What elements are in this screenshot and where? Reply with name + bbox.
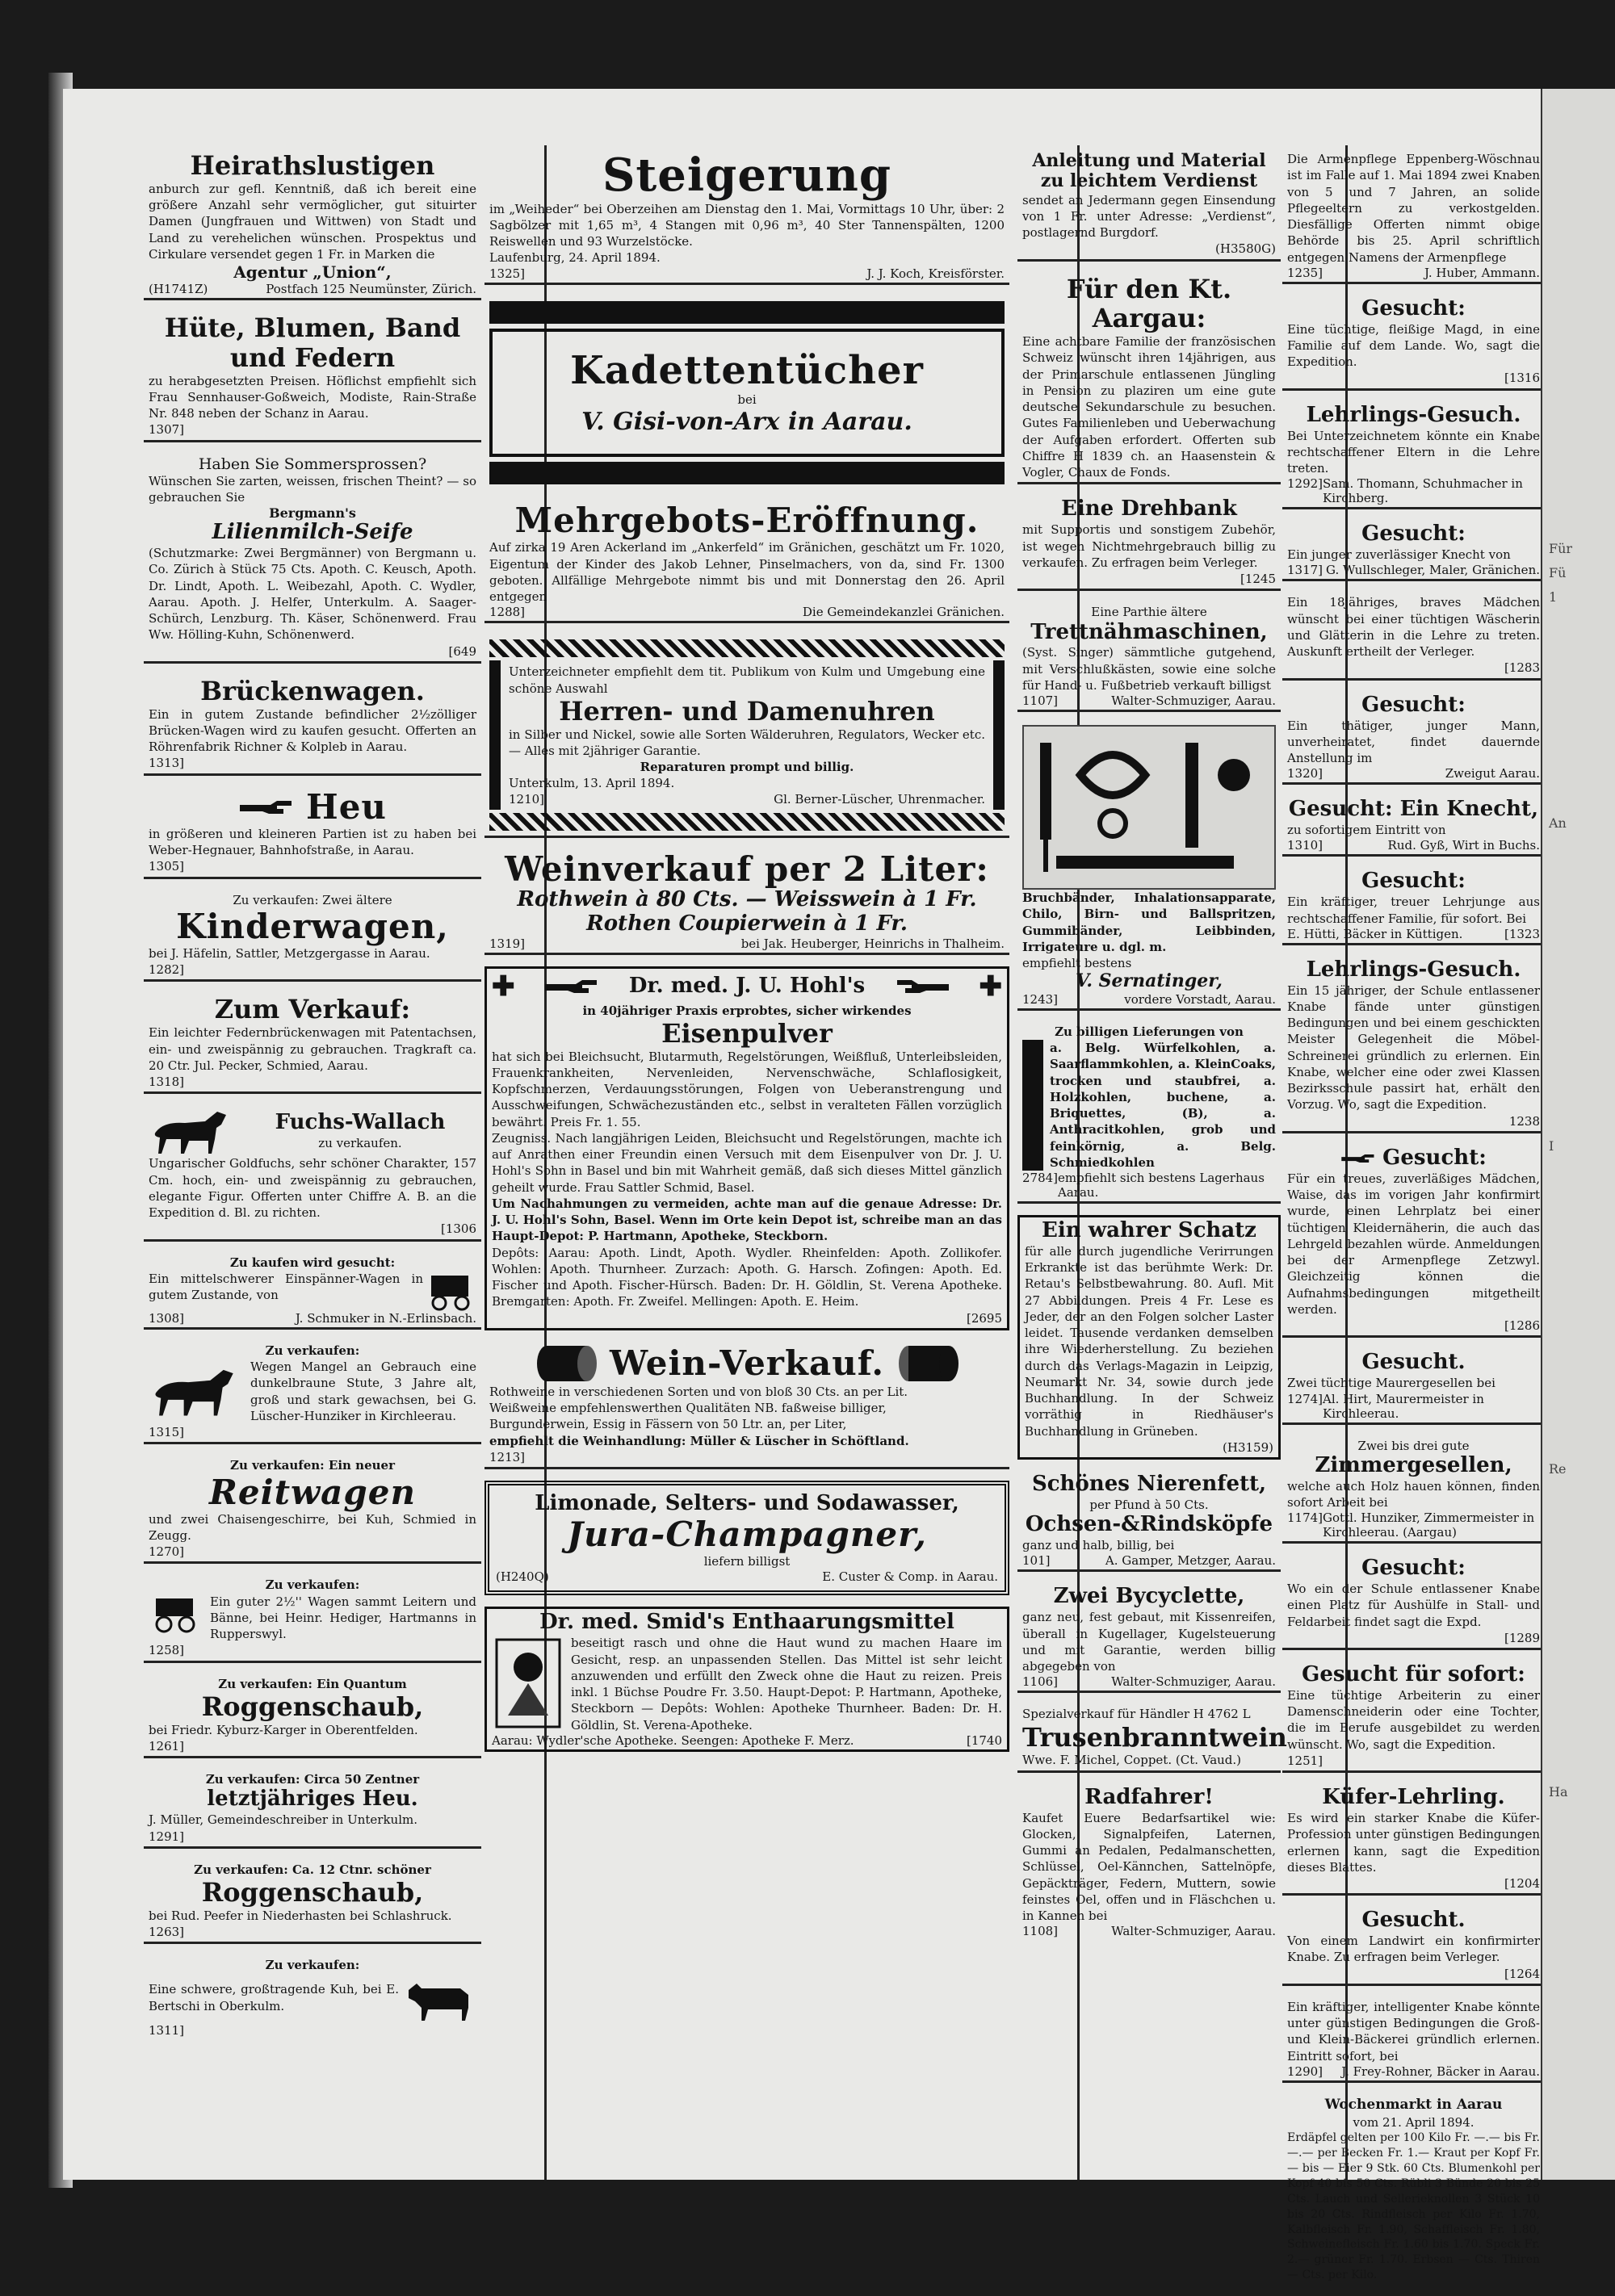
ad-title: Fuchs-Wallach	[275, 1110, 446, 1135]
ad-title: Ein wahrer Schatz	[1042, 1218, 1256, 1243]
ad-text: zu herabgesetzten Preisen. Höflichst empfiehlt sich Frau Sennhauser-Goßweich, Modiste, Rain-Straße Nr. 848 neben der Schanz in Aarau.	[149, 373, 476, 421]
ad-mehrgebot	[484, 501, 1009, 623]
ad-title: Zum Verkauf:	[214, 994, 411, 1025]
ad-ref: 1258]	[149, 1643, 185, 1658]
ad-sub: liefern billigst	[703, 1554, 791, 1569]
ad-ref: 1238	[1508, 1113, 1540, 1129]
ad-ref: 1213]	[489, 1449, 526, 1464]
ad-title: Trusenbranntwein	[1022, 1721, 1287, 1753]
decorative-border	[489, 813, 1005, 831]
ad-text: Ein leichter Federnbrückenwagen mit Patentachsen, ein- und zweispännig zu gebrauchen. Tragkraft ca. 20 Ctr. Jul. Pecker, Schmied, Aarau.	[149, 1025, 476, 1073]
emblem-icon	[492, 1635, 564, 1732]
ad-wahrer-schatz	[1017, 1215, 1281, 1460]
ad-text: Ein thätiger, junger Mann, unverheiratet, findet dauernde Anstellung im	[1287, 718, 1540, 766]
ad-ref: [649	[448, 643, 476, 659]
ad-knecht-2	[1282, 796, 1545, 857]
ad-ref: 101]	[1022, 1553, 1051, 1569]
ad-head: Zwei bis drei gute	[1357, 1438, 1470, 1453]
ad-title: Gesucht:	[1361, 295, 1466, 321]
medical-instruments-illustration	[1022, 725, 1276, 890]
ad-text: Es wird ein starker Knabe die Küfer-Profession unter günstigen Bedingungen erlernen kann, sagt die Expedition dieses Blattes.	[1287, 1811, 1540, 1875]
ad-text: Ein mittelschwerer Einspänner-Wagen in gutem Zustande, von	[149, 1271, 423, 1302]
column-4	[1282, 149, 1545, 2296]
ad-title: Limonade, Selters- und Sodawasser,	[535, 1491, 959, 1516]
ad-sign: J. Huber, Ammann.	[1424, 265, 1540, 280]
adjacent-page-text: Fü	[1549, 565, 1567, 580]
decorative-border	[489, 639, 1005, 657]
ad-ref: [2695	[966, 1310, 1002, 1326]
ad-zum-verkauf	[144, 993, 481, 1094]
ad-line-2: Rothen Coupierwein à 1 Fr.	[586, 911, 908, 936]
ad-sign: Gottl. Hunziker, Zimmermeister in Kirchleerau. (Aargau)	[1323, 1510, 1535, 1540]
ad-head: Zu verkaufen:	[265, 1343, 360, 1358]
ad-text: im „Weiheder“ bei Oberzeihen am Dienstag den 1. Mai, Vormittags 10 Uhr, über: 2 Sagbölzer mit 1,65 m³, 4 Stangen mit 0,96 m³, 40 Ster Tannenspälten, 1200 Reiswellen und 93 Wurzelstöcke.	[489, 201, 1005, 249]
ad-head: Zu verkaufen: Circa 50 Zentner	[205, 1772, 420, 1787]
adjacent-page-edge	[1541, 89, 1615, 2180]
ad-text: Eine schwere, großtragende Kuh, bei E. Bertschi in Oberkulm.	[149, 1982, 399, 2013]
decorative-border	[489, 301, 1005, 324]
ad-uhren	[484, 635, 1009, 837]
market-prices: Erdäpfel gelten per 100 Kilo Fr. —.— bis Fr. —.— per Becken Fr. 1.— Kraut per Kopf Fr. — bis — Eier 9 Stk. 60 Cts. Blumenkohl per Kopf 40 bis 50 Cts. Rübli 3 Bünde 20 bis 25 Cts. Lauch und Sellerieknollen 3 Stück 10 bis 20 Cts. Rindfleisch per Kilo Fr. 1.70, Kalbfleisch Fr. 1.90, Schaffleisch Fr. 1.80, Schweinefleisch Fr. 1.60 bis 1.70. Speck Fr. 2.— grüner Fr. 1.70. Erbsen — Cts. Thiren — Cts. per Kilo.	[1287, 2131, 1540, 2282]
ad-bei: bei	[737, 392, 757, 408]
ad-ref: (H1741Z)	[149, 282, 208, 297]
ad-ref: 2784]	[1022, 1171, 1059, 1186]
ad-title: Roggenschaub,	[201, 1691, 424, 1722]
ad-ref: [1740	[966, 1732, 1002, 1748]
ad-intro: Unterzeichneter empfiehlt dem tit. Publikum von Kulm und Umgebung eine schöne Auswahl	[509, 664, 985, 696]
ad-text: empfiehlt bestens	[1022, 956, 1132, 971]
ad-text: Für ein treues, zuverläßiges Mädchen, Waise, das im vorigen Jahr konfirmirt wurde, einen Lehrplatz bei einer tüchtigen Kleidernäherin, die auch das Lehrgeld bezahlen würde. Anmeldungen bei der Armenpflege Zetzwyl. Gleichzeitig können die Aufnahmsbedingungen mitgetheilt werden.	[1287, 1171, 1540, 1317]
ad-kleidernaeherin	[1282, 1145, 1545, 1338]
cow-icon	[404, 1974, 476, 2022]
ad-title: Wein-Verkauf.	[610, 1343, 884, 1383]
ad-bycyclette	[1017, 1583, 1281, 1693]
ad-text: J. Müller, Gemeindeschreiber in Unterkulm.	[149, 1812, 417, 1828]
ad-head: Eine Parthie ältere	[1091, 605, 1207, 620]
ad-sign: V. Sernatinger,	[1076, 970, 1223, 992]
ad-text: Ein guter 2½'' Wagen sammt Leitern und Bänne, bei Heinr. Hediger, Hartmanns in Rupperswyl.	[210, 1594, 476, 1642]
ad-ref: [1316	[1504, 371, 1540, 386]
ad-text: Wegen Mangel an Gebrauch eine dunkelbraune Stute, 3 Jahre alt, groß und stark gewachsen, bei G. Lüscher-Hunziker in Kirchleerau.	[250, 1360, 476, 1423]
ad-stallarbeit	[1282, 1555, 1545, 1650]
ad-title: Zwei Bycyclette,	[1053, 1584, 1245, 1609]
ad-title: Gesucht.	[1361, 1350, 1466, 1375]
ad-text: (Syst. Singer) sämmtliche gutgehend, mit Verschlußkästen, sowie eine solche für Hand- u. Fußbetrieb verkauft billigst	[1022, 645, 1276, 693]
ad-ref: (H240Q)	[496, 1569, 549, 1585]
ad-sign: Wwe. F. Michel, Coppet. (Ct. Vaud.)	[1022, 1753, 1242, 1768]
ad-radfahrer	[1017, 1784, 1281, 1941]
ad-baecker	[1282, 1997, 1545, 2083]
ad-text: Kaufet Euere Bedarfsartikel wie: Glocken, Signalpfeifen, Laternen, Gummi an Pedalen, Pedalmanschetten, Schlüssel, Oel-Kännchen, Sattelnöpfe, Gepäckträger, Federn, Muttern, sowie feinstes Oel, offen und in Fläschchen u. in Kannen bei	[1022, 1810, 1276, 1924]
ad-title: Anleitung und Material zu leichtem Verdienst	[1032, 150, 1266, 192]
ad-hohl-eisenpulver	[484, 966, 1009, 1330]
ad-sign: Walter-Schmuziger, Aarau.	[1111, 693, 1276, 709]
ad-kt-aargau	[1017, 273, 1281, 485]
ad-head: Zu billigen Lieferungen von	[1055, 1024, 1244, 1039]
ad-text: in Silber und Nickel, sowie alle Sorten Wälderuhren, Regulators, Wecker etc. — Alles mit 2jähriger Garantie.	[509, 727, 985, 758]
ad-text: zu sofortigem Eintritt von	[1287, 823, 1446, 838]
ad-wagen	[144, 1575, 481, 1662]
pointing-hand-icon	[894, 978, 950, 995]
ad-sign: Rud. Gyß, Wirt in Buchs.	[1387, 838, 1540, 853]
ad-roggenschaub-2	[144, 1860, 481, 1945]
ad-text: und zwei Chaisengeschirre, bei Kuh, Schmied in Zeugg.	[149, 1511, 476, 1543]
ad-sign: Die Gemeindekanzlei Gränichen.	[802, 605, 1005, 620]
ad-title-2: Eisenpulver	[661, 1017, 833, 1049]
ad-text: für alle durch jugendliche Verirrungen Erkrankte ist das berühmte Werk: Dr. Retau's Selbstbewahrung. 80. Aufl. Mit 27 Abbildungen. Preis 4 Fr. Lese es Jeder, der an den Folgen solcher Laster leidet. Tausende verdanken demselben ihre Wiederherstellung. Zu beziehen durch das Verlags-Magazin in Leipzig, Neumarkt Nr. 34, sowie durch jede Buchhandlung. In der Schweiz vorräthig in Riedhäuser's Buchhandlung in Grüneben.	[1025, 1243, 1273, 1439]
barrel-icon	[534, 1343, 598, 1384]
ad-ref: [1323	[1504, 926, 1540, 941]
ad-knecht-1	[1282, 521, 1545, 581]
ad-text-2: Weißweine empfehlenswerthen Qualitäten NB. faßweise billiger,	[489, 1401, 887, 1416]
ad-address: Postfach 125 Neumünster, Zürich.	[266, 282, 476, 297]
cross-icon: ✚	[979, 970, 1002, 1003]
ad-text: Ein kräftiger, intelligenter Knabe könnte unter günstigen Bedingungen die Groß- und Klein-Bäckerei gründlich erlernen. Eintritt sofort, bei	[1287, 1999, 1540, 2063]
market-date: vom 21. April 1894.	[1353, 2114, 1474, 2130]
ad-title: Eine Drehbank	[1061, 496, 1237, 522]
pointing-hand-icon	[543, 978, 600, 995]
ad-sign: Walter-Schmuziger, Aarau.	[1111, 1674, 1276, 1690]
ad-title: Heu	[306, 786, 387, 827]
ad-heu	[144, 787, 481, 879]
ad-warning: Um Nachahmungen zu vermeiden, achte man auf die genaue Adresse: Dr. J. U. Hohl's Sohn, Basel. Wenn im Orte kein Depot ist, schreibe man an das Haupt-Depot: P. Hartmann, Apotheke, Steckborn.	[492, 1196, 1002, 1244]
ad-title: Herren- und Damenuhren	[559, 695, 935, 727]
ad-ref: 1243]	[1022, 991, 1059, 1007]
adjacent-page-text: 1	[1549, 589, 1558, 605]
ad-text: Zwei tüchtige Maurergesellen bei	[1287, 1376, 1495, 1391]
ad-mann	[1282, 692, 1545, 786]
ad-title: Trettnähmaschinen,	[1030, 619, 1268, 644]
ad-ref: [1264	[1504, 1966, 1540, 1981]
ad-title: Weinverkauf per 2 Liter:	[505, 848, 989, 889]
ad-title: Gesucht:	[1361, 869, 1466, 894]
ad-title: Gesucht:	[1361, 692, 1466, 717]
ad-text: Ein junger zuverlässiger Knecht von	[1287, 547, 1511, 563]
ad-ref: (H3159)	[1223, 1439, 1273, 1455]
ad-ref: 1318]	[149, 1075, 185, 1089]
ad-roggenschaub-1	[144, 1674, 481, 1759]
syringe-icon	[1024, 727, 1274, 888]
ad-text: Von einem Landwirt ein konfirmirter Knabe. Zu erfragen beim Verleger.	[1287, 1934, 1540, 1965]
ad-ref: 1315]	[149, 1425, 185, 1439]
ad-text-1: Rothweine in verschiedenen Sorten und von bloß 30 Cts. an per Lit.	[489, 1384, 908, 1399]
ad-title: Dr. med. J. U. Hohl's	[628, 973, 866, 998]
ad-drehbank	[1017, 496, 1281, 591]
ad-ref: [1289	[1504, 1630, 1540, 1645]
ad-text-4: empfiehlt die Weinhandlung: Müller & Lüscher in Schöftland.	[489, 1433, 909, 1448]
ad-text: bei J. Häfelin, Sattler, Metzgergasse in Aarau.	[149, 945, 430, 961]
market-report	[1282, 2094, 1545, 2285]
ad-title-2: Ochsen-&Rindsköpfe	[1025, 1512, 1273, 1537]
adjacent-page-text: Re	[1549, 1461, 1567, 1477]
ad-text: ganz neu, fest gebaut, mit Kissenreifen, überall in Kugellager, Kugelsteuerung und mit Garantie, werden billig abgegeben von	[1022, 1610, 1276, 1674]
ad-sub: in 40jähriger Praxis erprobtes, sicher wirkendes	[582, 1003, 912, 1018]
ad-sign: Sam. Thomann, Schuhmacher in Kirchberg.	[1323, 476, 1523, 506]
ad-ref: 1317]	[1287, 563, 1323, 578]
ad-text: Eine tüchtige Arbeiterin zu einer Damenschneiderin oder eine Tochter, die im Berufe ausgebildet zu werden wünscht. Wo, sagt die Expedition.	[1287, 1687, 1540, 1752]
ad-sign: G. Wullschleger, Maler, Gränichen.	[1326, 563, 1540, 578]
ad-ref: (H3580G)	[1215, 241, 1276, 257]
ad-title: Dr. med. Smid's Enthaarungsmittel	[539, 1610, 954, 1635]
ad-maedchen-lehre	[1282, 593, 1545, 680]
ad-text: Die Armenpflege Eppenberg-Wöschnau ist im Falle auf 1. Mai 1894 zwei Knaben von 5 und 7 Jahren, an solide Pflegeeltern zu verkostgelden. Diesfällige Offerten nimmt obige Behörde bis 25. April schriftlich entgegen Namens der Armenpflege	[1287, 152, 1540, 265]
ad-ref: 1107]	[1022, 693, 1059, 709]
ad-kuefer-lehrling	[1282, 1784, 1545, 1896]
ad-sign: Zweigut Aarau.	[1445, 766, 1540, 781]
ad-title: Steigerung	[602, 149, 892, 202]
ad-title-2: Jura-Champagner,	[567, 1515, 927, 1555]
ad-weinverkauf-2-liter	[484, 849, 1009, 955]
ad-text: Ungarischer Goldfuchs, sehr schöner Charakter, 157 Cm. hoch, ein- und zweispännig zu gebrauchen, elegante Figur. Offerten unter Chiffre A. B. an die Expedition d. Bl. zu richten.	[149, 1156, 476, 1220]
ad-head: Zu verkaufen: Ein Quantum	[218, 1676, 407, 1691]
ad-head: Zu kaufen wird gesucht:	[229, 1255, 396, 1270]
decorative-border	[489, 462, 1005, 484]
ad-landwirt	[1282, 1907, 1545, 1986]
ad-title: Heirathslustigen	[190, 150, 435, 181]
ad-brueckenwagen	[144, 675, 481, 776]
ad-head: Zu verkaufen: Zwei ältere	[233, 892, 392, 907]
ad-steigerung	[484, 149, 1009, 285]
ad-question-2: Wünschen Sie zarten, weissen, frischen Theint? — so gebrauchen Sie	[149, 473, 476, 505]
ad-ref: [1286	[1504, 1318, 1540, 1334]
ad-ref: 1308]	[149, 1310, 185, 1326]
ad-ref: 1310]	[1287, 838, 1323, 853]
ad-text: Bei Unterzeichnetem könnte ein Knabe rechtschaffener Eltern in die Lehre treten.	[1287, 428, 1540, 476]
ad-sign: Walter-Schmuziger, Aarau.	[1111, 1924, 1276, 1939]
ad-text: in größeren und kleineren Partien ist zu haben bei Weber-Hegnauer, Bahnhofstraße, in Aarau.	[149, 826, 476, 858]
horse-icon	[149, 1359, 245, 1423]
ad-title: Lilienmilch-Seife	[212, 520, 413, 545]
ad-ref: [1306	[440, 1221, 476, 1237]
ad-ref: 1106]	[1022, 1674, 1059, 1690]
large-letter-bar	[1022, 1040, 1043, 1171]
ad-head: Spezialverkauf für Händler H 4762 L	[1022, 1707, 1251, 1722]
ad-ref: 1311]	[149, 2022, 185, 2038]
ad-title: Radfahrer!	[1084, 1784, 1214, 1809]
ad-gesucht-sofort	[1282, 1661, 1545, 1773]
ad-place: Laufenburg, 24. April 1894.	[489, 250, 661, 266]
ad-ref: 1319]	[489, 936, 526, 951]
ad-ref: [1283	[1504, 660, 1540, 676]
ad-text: anburch zur gefl. Kenntniß, daß ich bereit eine größere Anzahl sehr vermöglicher, gut situirter Damen (Jungfrauen und Wittwen) von Stadt und Land zu verehelichen wünschen. Prospektus und Cirkulare versendet gegen 1 Fr. in Marken die	[149, 181, 476, 262]
ad-kadettentuecher	[484, 296, 1009, 490]
ad-brand: Bergmann's	[269, 505, 356, 522]
ad-maurergesellen	[1282, 1349, 1545, 1424]
ad-title: Für den Kt. Aargau:	[1066, 273, 1232, 334]
ad-ref: 1251]	[1287, 1753, 1323, 1768]
adjacent-page-text: Für	[1549, 541, 1573, 556]
ad-title: Brückenwagen.	[200, 675, 425, 706]
ad-text-3: Burgunderwein, Essig in Fässern von 50 Ltr. an, per Liter,	[489, 1417, 847, 1432]
ad-trettnaehmaschinen	[1017, 602, 1281, 712]
ad-sub: zu verkaufen.	[318, 1136, 402, 1151]
ad-repair: Reparaturen prompt und billig.	[640, 760, 854, 775]
ad-sign: Al. Hirt, Maurermeister in Kirchleerau.	[1323, 1391, 1484, 1421]
ad-einspaenner	[144, 1253, 481, 1330]
ad-text: Ein kräftiger, treuer Lehrjunge aus rechtschaffener Familie, für sofort. Bei	[1287, 895, 1540, 926]
ad-title: Roggenschaub,	[201, 1877, 424, 1908]
ad-ref: 1288]	[489, 605, 526, 620]
ad-text: hat sich bei Bleichsucht, Blutarmuth, Regelstörungen, Weißfluß, Unterleibsleiden, Frauenkrankheiten, Nervenleiden, Nervenschwäche, Schlaflosigkeit, Kopfschmerzen, Verdauungsstörungen, Folgen von Ueberanstrengung und Ausschweifungen, Schwächezuständen etc., selbst in veralteten Fällen vorzüglich bewährt. Preis Fr. 1. 55.	[492, 1049, 1002, 1129]
ad-name: J. Schmuker in N.-Erlinsbach.	[295, 1310, 476, 1326]
ad-zimmergesellen	[1282, 1436, 1545, 1544]
ad-ref: [1204	[1504, 1876, 1540, 1892]
ad-stute	[144, 1341, 481, 1445]
ad-ref: 1270]	[149, 1544, 185, 1560]
ad-trusenbranntwein	[1017, 1704, 1287, 1772]
ad-text: ganz und halb, billig, bei	[1022, 1538, 1175, 1553]
ad-title: letztjähriges Heu.	[207, 1787, 418, 1812]
ad-bruchbaender	[1017, 723, 1281, 1011]
ad-text: welche auch Holz hauen können, finden sofort Arbeit bei	[1287, 1478, 1540, 1510]
ad-ref: 1282]	[149, 962, 185, 978]
ad-huete	[144, 312, 481, 442]
ad-reitwagen	[144, 1456, 481, 1564]
ad-title: Reitwagen	[209, 1472, 416, 1512]
ad-kohlen	[1017, 1022, 1281, 1204]
barrel-icon	[896, 1343, 960, 1384]
ad-armenpflege	[1282, 149, 1545, 284]
ad-text: bei Rud. Peefer in Niederhasten bei Schlashruck.	[149, 1908, 452, 1923]
ad-depots: Depôts: Aarau: Apoth. Lindt, Apoth. Wydler. Rheinfelden: Apoth. Zollikofer. Wohlen: Apoth. Thurnheer. Zurzach: Apoth. G. Harsch. Zofingen: Apoth. Ed. Fischer und Apoth. Fischer-Hürsch. Baden: Dr. H. Göldlin, St. Verena Apotheke. Bremgarten: Apoth. Fr. Zweifel. Mellingen: Apoth. E. Heim.	[492, 1245, 1002, 1309]
ad-text: Ein 18jähriges, braves Mädchen wünscht bei einer tüchtigen Wäscherin und Glätterin in die Lehre zu treten. Auskunft ertheilt der Verleger.	[1287, 595, 1540, 660]
ad-title: Gesucht:	[1361, 522, 1466, 547]
ad-sign: bei Jak. Heuberger, Heinrichs in Thalheim.	[740, 936, 1005, 951]
ad-head: Zu verkaufen:	[265, 1958, 360, 1973]
ad-agency: Agentur „Union“,	[233, 262, 392, 283]
pointing-hand-icon	[238, 798, 295, 816]
ad-text: mit Supportis und sonstigem Zubehör, ist wegen Nichtmehrgebrauch billig zu verkaufen. Zu erfragen beim Verleger.	[1022, 522, 1276, 570]
ad-lehrlings-gesuch-1	[1282, 402, 1545, 510]
ad-place: Unterkulm, 13. April 1894.	[509, 776, 675, 791]
ad-lilienmilch	[144, 454, 481, 664]
ad-head: Zu verkaufen: Ein neuer	[230, 1458, 395, 1473]
ad-ref: 1210]	[509, 791, 545, 807]
ad-zeugnis: Zeugniss. Nach langjährigen Leiden, Bleichsucht und Regelstörungen, machte ich auf Anrathen einer Freundin einen Versuch mit dem Eisenpulver von Dr. J. U. Hohl's Sohn in Basel und bin mit Wahrheit gemäß, daß sich dieses Mittel gänzlich geheilt wurde. Frau Sattler Schmid, Basel.	[492, 1130, 1002, 1195]
ad-heirathslustigen	[144, 149, 481, 300]
ad-text: Wo ein der Schule entlassener Knabe einen Platz für Aushülfe in Stall- und Feldarbeit findet sagt die Expd.	[1287, 1582, 1540, 1629]
adjacent-page-text: I	[1549, 1138, 1554, 1154]
ad-lehrlings-gesuch-2	[1282, 957, 1545, 1133]
ad-kuh	[144, 1955, 481, 2040]
ad-ref: 1305]	[149, 859, 185, 874]
ad-text: Auf zirka 19 Aren Ackerland im „Ankerfeld“ im Gränichen, geschätzt um Fr. 1020, Eigentum der Kinder des Jakob Lehner, Pinselmachers, von da, sind Fr. 1300 geboten. Allfällige Mehrgebote nimmt bis und mit Donnerstag den 26. April entgegen	[489, 540, 1005, 605]
ad-head: Zu verkaufen:	[265, 1577, 360, 1593]
ad-aarau: Aarau: Wydler'sche Apotheke. Seengen: Apotheke F. Merz.	[492, 1732, 854, 1748]
newspaper-page	[63, 89, 1565, 2282]
ad-sign: Gl. Berner-Lüscher, Uhrenmacher.	[774, 791, 985, 807]
ad-kinderwagen	[144, 890, 481, 983]
ad-ref: 1320]	[1287, 766, 1323, 781]
ad-title: Schönes Nierenfett,	[1031, 1472, 1267, 1497]
wagon-icon	[428, 1271, 476, 1311]
column-2	[484, 149, 1009, 1763]
ad-sign: A. Gamper, Metzger, Aarau.	[1105, 1553, 1276, 1569]
ad-text: (Schutzmarke: Zwei Bergmänner) von Bergmann u. Co. Zürich à Stück 75 Cts. Apoth. C. Keusch, Apoth. Dr. Lindt, Apoth. L. Weibezahl, Apoth. C. Wydler, Aarau. Apoth. J. Helfer, Unterkulm. A. Saager-Schürch, Lenzburg. Th. Käser, Schönenwerd. Frau Ww. Hölling-Kuhn, Schönenwerd.	[149, 546, 476, 643]
ad-sub: per Pfund à 50 Cts.	[1089, 1498, 1209, 1513]
ad-question: Haben Sie Sommersprossen?	[198, 455, 427, 473]
ad-title: Gesucht für sofort:	[1302, 1662, 1525, 1687]
ad-sign: E. Hütti, Bäcker in Küttigen.	[1287, 926, 1463, 941]
ad-ref: 1307]	[149, 422, 185, 438]
ad-firm: V. Gisi-von-Arx in Aarau.	[581, 407, 912, 436]
ad-ref: 1325]	[489, 266, 526, 281]
ad-ref: 1235]	[1287, 265, 1323, 280]
ad-title: Mehrgebots-Eröffnung.	[514, 501, 979, 541]
cross-icon: ✚	[492, 970, 515, 1003]
ad-sign: empfiehlt sich bestens Lagerhaus Aarau.	[1058, 1171, 1265, 1200]
ad-title: Gesucht:	[1361, 1556, 1466, 1581]
ad-wein-verkauf	[484, 1342, 1009, 1469]
ad-title: Gesucht:	[1382, 1145, 1487, 1170]
ad-sign: J. Frey-Rohner, Bäcker in Aarau.	[1341, 2063, 1540, 2079]
ad-title: Gesucht.	[1361, 1908, 1466, 1933]
ad-ref: 1290]	[1287, 2063, 1323, 2079]
ad-title: Kinderwagen,	[176, 906, 449, 946]
ad-line-1: Rothwein à 80 Cts. — Weisswein à 1 Fr.	[517, 886, 977, 911]
ad-text: bei Friedr. Kyburz-Karger in Oberentfelden.	[149, 1722, 418, 1737]
ad-title: Zimmergesellen,	[1315, 1452, 1512, 1477]
ad-ref: [1245	[1240, 572, 1276, 587]
ad-magd	[1282, 295, 1545, 391]
ad-text: Eine tüchtige, fleißige Magd, in eine Familie auf dem Lande. Wo, sagt die Expedition.	[1287, 321, 1540, 370]
ad-lehrjunge	[1282, 868, 1545, 945]
ad-ref: 1313]	[149, 756, 185, 771]
ad-text: beseitigt rasch und ohne die Haut wund zu machen Haare im Gesicht, resp. an unpassenden Stellen. Das Mittel ist sehr leicht anzuwenden und erfüllt den Zweck ohne die Haut zu reizen. Preis inkl. 1 Büchse Poudre Fr. 3.50. Haupt-Depot: P. Hartmann, Apotheke, Steckborn — Depôts: Wohlen: Apotheke Thurnheer. Baden: Dr. H. Göldlin, St. Verena-Apotheke.	[571, 1636, 1002, 1732]
ad-title: Kadettentücher	[570, 347, 924, 393]
ad-title: Lehrlings-Gesuch.	[1306, 402, 1521, 427]
ad-ref: 1263]	[149, 1925, 185, 1940]
adjacent-page-text: Ha	[1549, 1784, 1568, 1800]
ad-title: Lehrlings-Gesuch.	[1306, 957, 1521, 982]
market-title: Wochenmarkt in Aarau	[1324, 2096, 1503, 2113]
ad-text: Ein 15 jähriger, der Schule entlassener Knabe fände unter günstigen Bedingungen und bei einem geschickten Meister Gelegenheit die Möbel-Schreinerei gründlich zu erlernen. Ein Knabe, welcher eine oder zwei Klassen Bezirksschule passirt hat, erhält den Vorzug. Wo, sagt die Expedition.	[1287, 983, 1540, 1112]
ad-title: Hüte, Blumen, Band und Federn	[164, 312, 461, 373]
ad-sign: J. J. Koch, Kreisförster.	[866, 266, 1005, 281]
ad-title: Gesucht: Ein Knecht,	[1288, 797, 1539, 822]
ad-firm: E. Custer & Comp. in Aarau.	[822, 1569, 998, 1585]
ad-ref: 1274]	[1287, 1391, 1323, 1406]
ad-ref: 1108]	[1022, 1924, 1059, 1939]
ad-ref: 1174]	[1287, 1510, 1323, 1526]
ad-limonade	[484, 1481, 1009, 1595]
column-1	[144, 149, 481, 2051]
adjacent-page-text: An	[1549, 815, 1567, 831]
horse-icon	[149, 1107, 237, 1155]
ad-head: Zu verkaufen: Ca. 12 Ctnr. schöner	[194, 1862, 431, 1877]
ad-ref: 1291]	[149, 1829, 185, 1844]
ad-text: sendet an Jedermann gegen Einsendung von 1 Fr. unter Adresse: „Verdienst“, postlagernd Burgdorf.	[1022, 192, 1276, 241]
ad-ref: 1292]	[1287, 476, 1323, 492]
ad-ref: 1261]	[149, 1738, 185, 1753]
pointing-hand-icon	[1340, 1150, 1376, 1167]
ad-text: Eine achtbare Familie der französischen Schweiz wünscht ihren 14jährigen, aus der Primarschule entlassenen Jüngling in Pension zu plaziren um eine gute deutsche Sekundarschule zu besuchen. Gutes Familienleben und Ueberwachung der Aufgaben erfordert. Offerten sub Chiffre H 1839 ch. an Haasenstein & Vogler, Chaux de Fonds.	[1022, 334, 1276, 480]
ad-address: vordere Vorstadt, Aarau.	[1124, 991, 1276, 1007]
ad-heu-2	[144, 1770, 481, 1849]
ad-anleitung	[1017, 149, 1281, 262]
ad-nierenfett	[1017, 1471, 1281, 1572]
ad-items: Bruchbänder, Inhalationsapparate, Chilo, Birn- und Ballspritzen, Gummibänder, Leibbinden, Irrigateure u. dgl. m.	[1022, 890, 1276, 954]
ad-fuchs-wallach	[144, 1105, 481, 1241]
ad-items: a. Belg. Würfelkohlen, a. Saarflammkohlen, a. KleinCoaks, trocken und staubfrei, a. Holzkohlen, buchene, a. Briquettes, (B), a. Anthracitkohlen, grob und feinkörnig, a. Belg. Schmiedkohlen	[1050, 1041, 1276, 1170]
ad-smid-enthaarung	[484, 1607, 1009, 1751]
wagon-icon	[149, 1594, 205, 1634]
ad-title: Küfer-Lehrling.	[1322, 1785, 1505, 1810]
ad-text: Ein in gutem Zustande befindlicher 2½zölliger Brücken-Wagen wird zu kaufen gesucht. Offerten an Röhrenfabrik Richner & Kolpleb in Aarau.	[149, 706, 476, 755]
column-3	[1017, 149, 1287, 1951]
